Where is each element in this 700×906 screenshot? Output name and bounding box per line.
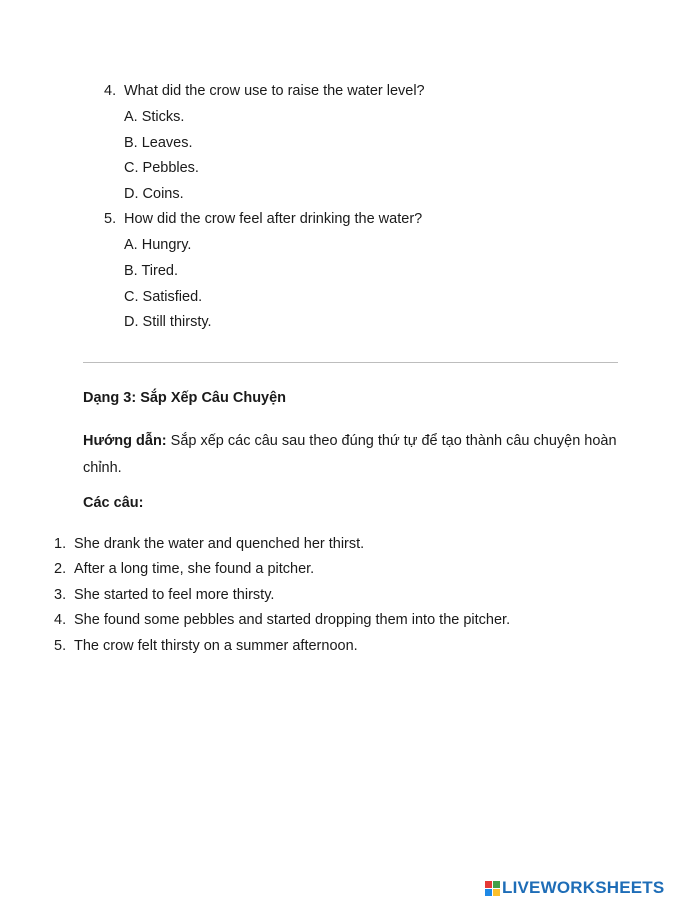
section-divider bbox=[83, 362, 618, 363]
option-q4-d: D. Coins. bbox=[124, 186, 184, 202]
sentence-text: After a long time, she found a pitcher. bbox=[74, 561, 315, 577]
option-q5-d: D. Still thirsty. bbox=[124, 314, 212, 330]
question-5 bbox=[104, 211, 422, 227]
sentence-item bbox=[54, 536, 364, 552]
instruction-text: Sắp xếp các câu sau theo đúng thứ tự để tạo thành câu chuyện hoàn chỉnh. bbox=[83, 433, 617, 476]
question-text: What did the crow use to raise the water level? bbox=[124, 83, 425, 99]
option-q4-a: A. Sticks. bbox=[124, 109, 185, 125]
question-text: How did the crow feel after drinking the water? bbox=[124, 211, 423, 227]
question-4 bbox=[104, 83, 425, 99]
question-number: 4. bbox=[104, 83, 117, 99]
sentence-number: 3. bbox=[54, 587, 67, 603]
logo-square bbox=[493, 889, 500, 896]
option-q5-c: C. Satisfied. bbox=[124, 289, 203, 305]
option-q5-b: B. Tired. bbox=[124, 263, 178, 279]
sentence-number: 1. bbox=[54, 536, 67, 552]
sentence-text: She drank the water and quenched her thirst. bbox=[74, 536, 365, 552]
sentence-item bbox=[54, 587, 274, 603]
sentences-heading: Các câu: bbox=[83, 495, 144, 511]
logo-icon bbox=[485, 881, 500, 896]
logo-square bbox=[485, 889, 492, 896]
option-q4-c: C. Pebbles. bbox=[124, 160, 199, 176]
sentence-item bbox=[54, 638, 358, 654]
liveworksheets-logo bbox=[485, 878, 664, 898]
logo-text: LIVEWORKSHEETS bbox=[502, 878, 665, 897]
logo-square bbox=[493, 881, 500, 888]
sentence-number: 4. bbox=[54, 612, 67, 628]
sentence-item bbox=[54, 561, 314, 577]
sentence-text: She found some pebbles and started dropping them into the pitcher. bbox=[74, 612, 511, 628]
instruction bbox=[83, 428, 628, 482]
question-number: 5. bbox=[104, 211, 117, 227]
sentence-item bbox=[54, 612, 510, 628]
logo-square bbox=[485, 881, 492, 888]
option-q5-a: A. Hungry. bbox=[124, 237, 192, 253]
sentence-number: 2. bbox=[54, 561, 67, 577]
option-q4-b: B. Leaves. bbox=[124, 135, 193, 151]
instruction-label: Hướng dẫn: bbox=[83, 433, 167, 449]
section-title: Dạng 3: Sắp Xếp Câu Chuyện bbox=[83, 390, 287, 406]
sentence-number: 5. bbox=[54, 638, 67, 654]
sentence-text: She started to feel more thirsty. bbox=[74, 587, 275, 603]
sentence-text: The crow felt thirsty on a summer afternoon. bbox=[74, 638, 358, 654]
